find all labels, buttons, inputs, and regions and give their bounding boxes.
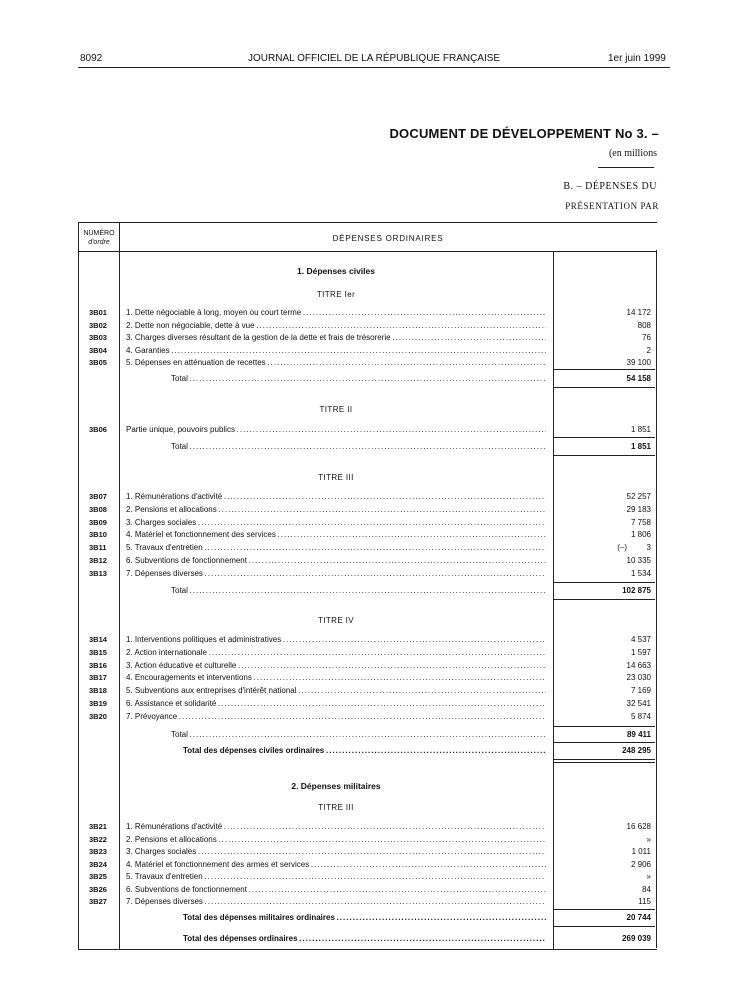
total-value: 20 744 [626, 913, 651, 922]
row-label: 1. Interventions politiques et administratives . . . [126, 634, 546, 646]
value-double-rule [554, 759, 655, 763]
row-code: 3B16 [89, 660, 107, 670]
table-row [79, 846, 657, 858]
column-header-main: DÉPENSES ORDINAIRES [332, 234, 444, 243]
row-value: 84 [642, 884, 651, 894]
row-value: 1 851 [630, 425, 651, 434]
row-label: 7. Prévoyance . . . [126, 711, 546, 723]
journal-title: JOURNAL OFFICIEL DE LA RÉPUBLIQUE FRANÇAISE [248, 53, 501, 64]
row-value: 23 030 [626, 673, 651, 683]
row-code: 3B25 [89, 872, 107, 881]
value-rule [554, 455, 655, 456]
row-label: 5. Dépenses en atténuation de recettes . . . [126, 357, 546, 369]
titre-heading: TITRE II [319, 405, 353, 414]
table-row [79, 672, 657, 684]
table-row [79, 634, 657, 646]
row-label: 4. Matériel et fonctionnement des services . . . [126, 529, 546, 541]
total-value: 102 875 [622, 586, 651, 595]
titre-heading: TITRE III [318, 803, 354, 812]
total-row [79, 729, 657, 741]
row-value: 29 183 [626, 504, 651, 514]
subtotal-row [79, 912, 657, 924]
section-title: 2. Dépenses militaires [291, 781, 381, 791]
section-subtitle: B. – DÉPENSES DU [563, 181, 657, 192]
row-label: 4. Matériel et fonctionnement des armes et services . . . [126, 859, 546, 871]
table-row [79, 332, 657, 344]
total-label: Total . . . [171, 441, 546, 453]
row-code: 3B23 [89, 847, 107, 856]
row-value: 32 541 [626, 699, 651, 708]
row-value: 3 [646, 543, 651, 553]
total-label: Total . . . [171, 585, 546, 597]
row-code: 3B07 [89, 492, 107, 501]
row-value: 5 874 [630, 711, 651, 721]
row-label: 5. Travaux d'entretien . . . [126, 542, 546, 554]
row-code: 3B27 [89, 897, 107, 906]
row-code: 3B17 [89, 673, 107, 683]
table-row [79, 660, 657, 672]
row-code: 3B13 [89, 568, 107, 578]
row-value: 808 [637, 320, 651, 330]
row-value: 14 172 [626, 308, 651, 317]
value-rule [554, 369, 655, 370]
row-label: 7. Dépenses diverses . . . [126, 568, 546, 580]
table-row [79, 859, 657, 871]
row-label: 2. Action internationale . . . [126, 647, 546, 659]
table-row [79, 884, 657, 896]
table-row [79, 647, 657, 659]
value-rule [554, 387, 655, 388]
row-code: 3B15 [89, 647, 107, 657]
table-row [79, 424, 657, 436]
publication-date: 1er juin 1999 [608, 53, 666, 64]
row-label: 1. Dette négociable à long, moyen ou court terme . . . [126, 307, 546, 319]
row-code: 3B22 [89, 834, 107, 844]
row-value: 1 011 [631, 847, 651, 856]
row-value: 10 335 [626, 556, 651, 565]
table-row [79, 821, 657, 833]
value-rule [554, 742, 655, 743]
titre-heading: TITRE Ier [316, 290, 356, 299]
subtotal-row [79, 745, 657, 757]
row-code: 3B19 [89, 699, 107, 708]
total-row [79, 373, 657, 385]
row-code: 3B12 [89, 556, 107, 565]
row-label: 1. Rémunérations d'activité . . . [126, 821, 546, 833]
row-code: 3B26 [89, 884, 107, 894]
table-row [79, 307, 657, 319]
row-label: 7. Dépenses diverses . . . [126, 896, 546, 908]
header-rule [79, 251, 657, 252]
row-value: 2 [646, 345, 651, 355]
table-row [79, 357, 657, 369]
row-label: 6. Assistance et solidarité . . . [126, 698, 546, 710]
row-value: 1 534 [630, 568, 651, 578]
row-code: 3B09 [89, 517, 107, 527]
row-value: 14 663 [626, 660, 651, 670]
total-label: Total des dépenses civiles ordinaires . . . [183, 745, 546, 757]
row-label: 2. Pensions et allocations . . . [126, 834, 546, 846]
document-title: DOCUMENT DE DÉVELOPPEMENT No 3. – [389, 126, 659, 141]
row-label: 3. Action éducative et culturelle . . . [126, 660, 546, 672]
row-value: 76 [642, 333, 651, 342]
table-row [79, 529, 657, 541]
row-label: Partie unique, pouvoirs publics . . . [126, 424, 546, 436]
table-row [79, 698, 657, 710]
row-code: 3B21 [89, 822, 107, 831]
total-value: 54 158 [626, 374, 651, 383]
row-label: 3. Charges sociales . . . [126, 846, 546, 858]
value-rule [554, 909, 655, 910]
row-label: 2. Pensions et allocations . . . [126, 504, 546, 516]
row-label: 2. Dette non négociable, dette à vue . . . [126, 320, 546, 332]
table-row [79, 568, 657, 580]
row-code: 3B04 [89, 345, 107, 355]
row-value: 52 257 [626, 492, 651, 501]
total-label: Total des dépenses militaires ordinaires . . . [183, 912, 546, 924]
table-row [79, 896, 657, 908]
row-value: 4 537 [630, 635, 651, 644]
row-code: 3B10 [89, 530, 107, 540]
value-rule [554, 926, 655, 927]
table-row [79, 711, 657, 723]
titre-heading: TITRE IV [317, 616, 355, 625]
row-value: 16 628 [626, 822, 651, 831]
row-label: 5. Travaux d'entretien . . . [126, 871, 546, 883]
row-label: 5. Subventions aux entreprises d'intérêt national . . . [126, 685, 546, 697]
row-code: 3B03 [89, 333, 107, 342]
row-value: 1 806 [630, 530, 651, 540]
table-row [79, 555, 657, 567]
row-code: 3B20 [89, 711, 107, 721]
row-code: 3B11 [89, 543, 107, 553]
value-rule [554, 599, 655, 600]
row-code: 3B08 [89, 504, 107, 514]
row-value: 115 [638, 897, 651, 906]
page-number: 8092 [80, 53, 103, 64]
row-code: 3B06 [89, 425, 107, 434]
total-value: 89 411 [626, 730, 651, 739]
row-code: 3B01 [89, 308, 107, 317]
row-value: 39 100 [626, 358, 651, 367]
total-row [79, 585, 657, 597]
row-code: 3B24 [89, 859, 107, 869]
total-value: 269 039 [622, 934, 651, 943]
table-row [79, 504, 657, 516]
total-value: 1 851 [630, 442, 651, 451]
value-rule [554, 726, 655, 727]
row-value: 2 906 [630, 859, 651, 869]
table-row [79, 871, 657, 883]
header-rule [78, 67, 670, 68]
row-code: 3B18 [89, 686, 107, 696]
value-rule [554, 437, 655, 438]
row-value: 1 597 [630, 647, 651, 657]
row-code: 3B05 [89, 358, 107, 367]
table-row [79, 517, 657, 529]
table-row [79, 345, 657, 357]
row-value: 7 169 [630, 686, 651, 696]
column-header-number: NUMÉRO d'ordre [83, 230, 115, 246]
table-row [79, 542, 657, 554]
subtotal-row [79, 933, 657, 945]
total-label: Total . . . [171, 729, 546, 741]
expenditure-table [78, 222, 657, 950]
units-rule [598, 167, 654, 168]
section-title: 1. Dépenses civiles [297, 266, 375, 276]
value-rule [554, 582, 655, 583]
row-label: 3. Charges sociales . . . [126, 517, 546, 529]
total-label: Total des dépenses ordinaires . . . [183, 933, 546, 945]
titre-heading: TITRE III [318, 473, 354, 482]
total-label: Total . . . [171, 373, 546, 385]
table-row [79, 685, 657, 697]
units-note: (en millions [608, 148, 657, 159]
row-code: 3B14 [89, 635, 107, 644]
row-value: » [646, 872, 651, 881]
row-code: 3B02 [89, 320, 107, 330]
row-label: 4. Garanties . . . [126, 345, 546, 357]
row-label: 6. Subventions de fonctionnement . . . [126, 884, 546, 896]
row-value: » [646, 834, 651, 844]
row-label: 1. Rémunérations d'activité . . . [126, 491, 546, 503]
table-right-border [656, 250, 657, 948]
total-value: 248 295 [622, 746, 651, 755]
row-label: 3. Charges diverses résultant de la gestion de la dette et frais de trésorerie . . . [126, 332, 546, 344]
row-label: 6. Subventions de fonctionnement . . . [126, 555, 546, 567]
row-label: 4. Encouragements et interventions . . . [126, 672, 546, 684]
row-value-prefix: (–) [617, 543, 627, 553]
table-row [79, 491, 657, 503]
section-subtitle-2: PRÉSENTATION PAR [565, 201, 659, 211]
total-row [79, 441, 657, 453]
table-row [79, 320, 657, 332]
table-row [79, 834, 657, 846]
row-value: 7 758 [630, 517, 651, 527]
